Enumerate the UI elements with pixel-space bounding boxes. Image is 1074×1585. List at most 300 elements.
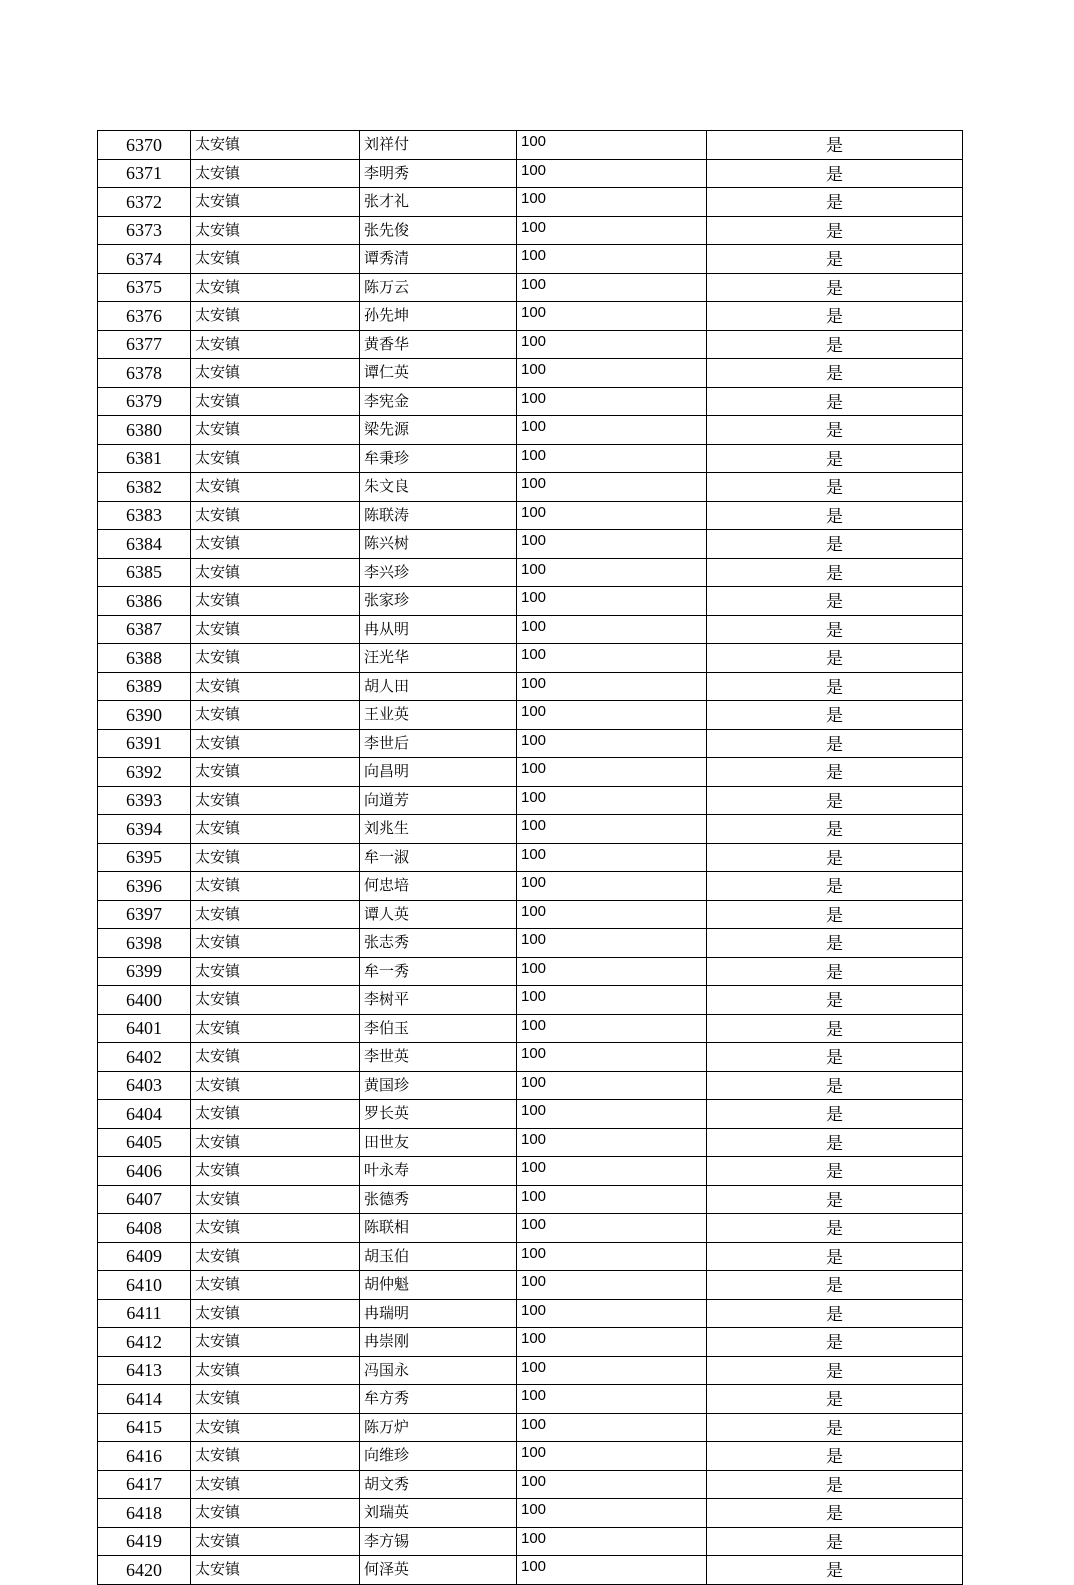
amount-cell: 100 bbox=[517, 359, 707, 388]
person-name-cell: 胡仲魁 bbox=[360, 1271, 517, 1300]
table-row bbox=[98, 216, 963, 245]
person-name-cell: 冉崇刚 bbox=[360, 1328, 517, 1357]
amount-cell: 100 bbox=[517, 387, 707, 416]
town-cell: 太安镇 bbox=[191, 986, 360, 1015]
amount-cell: 100 bbox=[517, 1328, 707, 1357]
row-number-cell: 6407 bbox=[98, 1185, 191, 1214]
status-cell: 是 bbox=[707, 1556, 963, 1585]
person-name-cell: 张才礼 bbox=[360, 188, 517, 217]
status-cell: 是 bbox=[707, 1185, 963, 1214]
town-cell: 太安镇 bbox=[191, 1014, 360, 1043]
person-name-cell: 张家珍 bbox=[360, 587, 517, 616]
person-name-cell: 李宪金 bbox=[360, 387, 517, 416]
row-number-cell: 6396 bbox=[98, 872, 191, 901]
status-cell: 是 bbox=[707, 302, 963, 331]
row-number-cell: 6383 bbox=[98, 501, 191, 530]
amount-cell: 100 bbox=[517, 1556, 707, 1585]
person-name-cell: 李方锡 bbox=[360, 1527, 517, 1556]
status-cell: 是 bbox=[707, 615, 963, 644]
town-cell: 太安镇 bbox=[191, 900, 360, 929]
amount-cell: 100 bbox=[517, 815, 707, 844]
person-name-cell: 李世英 bbox=[360, 1043, 517, 1072]
table-row bbox=[98, 786, 963, 815]
row-number-cell: 6398 bbox=[98, 929, 191, 958]
row-number-cell: 6387 bbox=[98, 615, 191, 644]
row-number-cell: 6413 bbox=[98, 1356, 191, 1385]
amount-cell: 100 bbox=[517, 786, 707, 815]
status-cell: 是 bbox=[707, 1413, 963, 1442]
amount-cell: 100 bbox=[517, 558, 707, 587]
status-cell: 是 bbox=[707, 1385, 963, 1414]
town-cell: 太安镇 bbox=[191, 957, 360, 986]
row-number-cell: 6378 bbox=[98, 359, 191, 388]
row-number-cell: 6404 bbox=[98, 1100, 191, 1129]
amount-cell: 100 bbox=[517, 615, 707, 644]
table-row bbox=[98, 1527, 963, 1556]
status-cell: 是 bbox=[707, 1242, 963, 1271]
row-number-cell: 6370 bbox=[98, 131, 191, 160]
row-number-cell: 6394 bbox=[98, 815, 191, 844]
row-number-cell: 6379 bbox=[98, 387, 191, 416]
table-row bbox=[98, 1185, 963, 1214]
amount-cell: 100 bbox=[517, 729, 707, 758]
amount-cell: 100 bbox=[517, 587, 707, 616]
amount-cell: 100 bbox=[517, 330, 707, 359]
status-cell: 是 bbox=[707, 131, 963, 160]
person-name-cell: 张先俊 bbox=[360, 216, 517, 245]
row-number-cell: 6415 bbox=[98, 1413, 191, 1442]
status-cell: 是 bbox=[707, 758, 963, 787]
status-cell: 是 bbox=[707, 815, 963, 844]
row-number-cell: 6390 bbox=[98, 701, 191, 730]
amount-cell: 100 bbox=[517, 501, 707, 530]
table-row bbox=[98, 1470, 963, 1499]
amount-cell: 100 bbox=[517, 188, 707, 217]
table-row bbox=[98, 1271, 963, 1300]
amount-cell: 100 bbox=[517, 1100, 707, 1129]
row-number-cell: 6405 bbox=[98, 1128, 191, 1157]
row-number-cell: 6408 bbox=[98, 1214, 191, 1243]
table-row bbox=[98, 587, 963, 616]
person-name-cell: 张德秀 bbox=[360, 1185, 517, 1214]
person-name-cell: 向昌明 bbox=[360, 758, 517, 787]
status-cell: 是 bbox=[707, 929, 963, 958]
row-number-cell: 6392 bbox=[98, 758, 191, 787]
row-number-cell: 6382 bbox=[98, 473, 191, 502]
table-row bbox=[98, 1499, 963, 1528]
table-row bbox=[98, 501, 963, 530]
row-number-cell: 6385 bbox=[98, 558, 191, 587]
status-cell: 是 bbox=[707, 986, 963, 1015]
person-name-cell: 牟方秀 bbox=[360, 1385, 517, 1414]
town-cell: 太安镇 bbox=[191, 872, 360, 901]
person-name-cell: 汪光华 bbox=[360, 644, 517, 673]
person-name-cell: 刘瑞英 bbox=[360, 1499, 517, 1528]
person-name-cell: 李伯玉 bbox=[360, 1014, 517, 1043]
table-row bbox=[98, 1043, 963, 1072]
town-cell: 太安镇 bbox=[191, 587, 360, 616]
town-cell: 太安镇 bbox=[191, 131, 360, 160]
table-row bbox=[98, 416, 963, 445]
status-cell: 是 bbox=[707, 1328, 963, 1357]
table-row bbox=[98, 188, 963, 217]
table-row bbox=[98, 758, 963, 787]
amount-cell: 100 bbox=[517, 302, 707, 331]
status-cell: 是 bbox=[707, 1271, 963, 1300]
amount-cell: 100 bbox=[517, 444, 707, 473]
amount-cell: 100 bbox=[517, 1157, 707, 1186]
row-number-cell: 6371 bbox=[98, 159, 191, 188]
town-cell: 太安镇 bbox=[191, 843, 360, 872]
status-cell: 是 bbox=[707, 1157, 963, 1186]
status-cell: 是 bbox=[707, 1014, 963, 1043]
table-row bbox=[98, 245, 963, 274]
table-row bbox=[98, 444, 963, 473]
status-cell: 是 bbox=[707, 587, 963, 616]
row-number-cell: 6391 bbox=[98, 729, 191, 758]
amount-cell: 100 bbox=[517, 900, 707, 929]
row-number-cell: 6397 bbox=[98, 900, 191, 929]
row-number-cell: 6388 bbox=[98, 644, 191, 673]
row-number-cell: 6409 bbox=[98, 1242, 191, 1271]
table-row bbox=[98, 1328, 963, 1357]
town-cell: 太安镇 bbox=[191, 1071, 360, 1100]
table-row bbox=[98, 159, 963, 188]
row-number-cell: 6389 bbox=[98, 672, 191, 701]
amount-cell: 100 bbox=[517, 159, 707, 188]
amount-cell: 100 bbox=[517, 1299, 707, 1328]
row-number-cell: 6393 bbox=[98, 786, 191, 815]
table-row bbox=[98, 644, 963, 673]
amount-cell: 100 bbox=[517, 1356, 707, 1385]
table-row bbox=[98, 900, 963, 929]
person-name-cell: 王业英 bbox=[360, 701, 517, 730]
person-name-cell: 牟一淑 bbox=[360, 843, 517, 872]
table-row bbox=[98, 131, 963, 160]
town-cell: 太安镇 bbox=[191, 245, 360, 274]
person-name-cell: 李明秀 bbox=[360, 159, 517, 188]
row-number-cell: 6400 bbox=[98, 986, 191, 1015]
town-cell: 太安镇 bbox=[191, 188, 360, 217]
table-row bbox=[98, 473, 963, 502]
status-cell: 是 bbox=[707, 416, 963, 445]
table-row bbox=[98, 729, 963, 758]
person-name-cell: 陈联涛 bbox=[360, 501, 517, 530]
status-cell: 是 bbox=[707, 1356, 963, 1385]
amount-cell: 100 bbox=[517, 1014, 707, 1043]
table-row bbox=[98, 815, 963, 844]
status-cell: 是 bbox=[707, 729, 963, 758]
amount-cell: 100 bbox=[517, 1214, 707, 1243]
status-cell: 是 bbox=[707, 1100, 963, 1129]
amount-cell: 100 bbox=[517, 1128, 707, 1157]
person-name-cell: 陈万炉 bbox=[360, 1413, 517, 1442]
amount-cell: 100 bbox=[517, 530, 707, 559]
status-cell: 是 bbox=[707, 1214, 963, 1243]
amount-cell: 100 bbox=[517, 672, 707, 701]
row-number-cell: 6414 bbox=[98, 1385, 191, 1414]
person-name-cell: 陈联相 bbox=[360, 1214, 517, 1243]
amount-cell: 100 bbox=[517, 1442, 707, 1471]
person-name-cell: 黄国珍 bbox=[360, 1071, 517, 1100]
town-cell: 太安镇 bbox=[191, 644, 360, 673]
town-cell: 太安镇 bbox=[191, 359, 360, 388]
row-number-cell: 6384 bbox=[98, 530, 191, 559]
town-cell: 太安镇 bbox=[191, 1128, 360, 1157]
person-name-cell: 田世友 bbox=[360, 1128, 517, 1157]
status-cell: 是 bbox=[707, 1299, 963, 1328]
town-cell: 太安镇 bbox=[191, 1185, 360, 1214]
town-cell: 太安镇 bbox=[191, 1328, 360, 1357]
person-name-cell: 谭人英 bbox=[360, 900, 517, 929]
status-cell: 是 bbox=[707, 387, 963, 416]
person-name-cell: 陈万云 bbox=[360, 273, 517, 302]
person-name-cell: 罗长英 bbox=[360, 1100, 517, 1129]
amount-cell: 100 bbox=[517, 1071, 707, 1100]
person-name-cell: 冉从明 bbox=[360, 615, 517, 644]
person-name-cell: 李树平 bbox=[360, 986, 517, 1015]
amount-cell: 100 bbox=[517, 1185, 707, 1214]
town-cell: 太安镇 bbox=[191, 1157, 360, 1186]
row-number-cell: 6376 bbox=[98, 302, 191, 331]
row-number-cell: 6419 bbox=[98, 1527, 191, 1556]
town-cell: 太安镇 bbox=[191, 330, 360, 359]
amount-cell: 100 bbox=[517, 843, 707, 872]
table-row bbox=[98, 1356, 963, 1385]
person-name-cell: 冯国永 bbox=[360, 1356, 517, 1385]
amount-cell: 100 bbox=[517, 758, 707, 787]
town-cell: 太安镇 bbox=[191, 1299, 360, 1328]
status-cell: 是 bbox=[707, 530, 963, 559]
table-row bbox=[98, 1242, 963, 1271]
status-cell: 是 bbox=[707, 330, 963, 359]
person-name-cell: 张志秀 bbox=[360, 929, 517, 958]
person-name-cell: 谭仁英 bbox=[360, 359, 517, 388]
status-cell: 是 bbox=[707, 444, 963, 473]
table-row bbox=[98, 872, 963, 901]
table-row bbox=[98, 843, 963, 872]
status-cell: 是 bbox=[707, 501, 963, 530]
town-cell: 太安镇 bbox=[191, 1271, 360, 1300]
person-name-cell: 谭秀清 bbox=[360, 245, 517, 274]
table-row bbox=[98, 1128, 963, 1157]
status-cell: 是 bbox=[707, 644, 963, 673]
table-row bbox=[98, 986, 963, 1015]
table-body bbox=[98, 131, 963, 1585]
status-cell: 是 bbox=[707, 786, 963, 815]
amount-cell: 100 bbox=[517, 957, 707, 986]
table-row bbox=[98, 1413, 963, 1442]
amount-cell: 100 bbox=[517, 245, 707, 274]
table-row bbox=[98, 302, 963, 331]
amount-cell: 100 bbox=[517, 1499, 707, 1528]
table-row bbox=[98, 558, 963, 587]
town-cell: 太安镇 bbox=[191, 701, 360, 730]
amount-cell: 100 bbox=[517, 216, 707, 245]
row-number-cell: 6411 bbox=[98, 1299, 191, 1328]
town-cell: 太安镇 bbox=[191, 501, 360, 530]
town-cell: 太安镇 bbox=[191, 786, 360, 815]
row-number-cell: 6412 bbox=[98, 1328, 191, 1357]
table-row bbox=[98, 273, 963, 302]
person-name-cell: 梁先源 bbox=[360, 416, 517, 445]
table-row bbox=[98, 929, 963, 958]
person-name-cell: 冉瑞明 bbox=[360, 1299, 517, 1328]
amount-cell: 100 bbox=[517, 1527, 707, 1556]
person-name-cell: 刘兆生 bbox=[360, 815, 517, 844]
status-cell: 是 bbox=[707, 1043, 963, 1072]
town-cell: 太安镇 bbox=[191, 473, 360, 502]
table-row bbox=[98, 387, 963, 416]
person-name-cell: 胡文秀 bbox=[360, 1470, 517, 1499]
town-cell: 太安镇 bbox=[191, 1356, 360, 1385]
status-cell: 是 bbox=[707, 558, 963, 587]
row-number-cell: 6402 bbox=[98, 1043, 191, 1072]
table-row bbox=[98, 1014, 963, 1043]
table-row bbox=[98, 1442, 963, 1471]
person-name-cell: 牟一秀 bbox=[360, 957, 517, 986]
status-cell: 是 bbox=[707, 216, 963, 245]
row-number-cell: 6401 bbox=[98, 1014, 191, 1043]
person-name-cell: 朱文良 bbox=[360, 473, 517, 502]
person-name-cell: 向道芳 bbox=[360, 786, 517, 815]
town-cell: 太安镇 bbox=[191, 1100, 360, 1129]
town-cell: 太安镇 bbox=[191, 1214, 360, 1243]
town-cell: 太安镇 bbox=[191, 216, 360, 245]
amount-cell: 100 bbox=[517, 1470, 707, 1499]
status-cell: 是 bbox=[707, 1499, 963, 1528]
amount-cell: 100 bbox=[517, 416, 707, 445]
person-name-cell: 刘祥付 bbox=[360, 131, 517, 160]
status-cell: 是 bbox=[707, 273, 963, 302]
person-name-cell: 孙先坤 bbox=[360, 302, 517, 331]
data-table bbox=[97, 130, 963, 1585]
table-row bbox=[98, 1299, 963, 1328]
row-number-cell: 6381 bbox=[98, 444, 191, 473]
town-cell: 太安镇 bbox=[191, 815, 360, 844]
status-cell: 是 bbox=[707, 701, 963, 730]
town-cell: 太安镇 bbox=[191, 558, 360, 587]
row-number-cell: 6410 bbox=[98, 1271, 191, 1300]
table-row bbox=[98, 615, 963, 644]
town-cell: 太安镇 bbox=[191, 273, 360, 302]
amount-cell: 100 bbox=[517, 872, 707, 901]
person-name-cell: 胡玉伯 bbox=[360, 1242, 517, 1271]
person-name-cell: 李兴珍 bbox=[360, 558, 517, 587]
amount-cell: 100 bbox=[517, 273, 707, 302]
table-row bbox=[98, 1157, 963, 1186]
row-number-cell: 6375 bbox=[98, 273, 191, 302]
table-row bbox=[98, 1071, 963, 1100]
table-row bbox=[98, 330, 963, 359]
amount-cell: 100 bbox=[517, 473, 707, 502]
town-cell: 太安镇 bbox=[191, 387, 360, 416]
town-cell: 太安镇 bbox=[191, 1385, 360, 1414]
amount-cell: 100 bbox=[517, 1043, 707, 1072]
person-name-cell: 牟秉珍 bbox=[360, 444, 517, 473]
town-cell: 太安镇 bbox=[191, 672, 360, 701]
row-number-cell: 6420 bbox=[98, 1556, 191, 1585]
person-name-cell: 陈兴树 bbox=[360, 530, 517, 559]
town-cell: 太安镇 bbox=[191, 1556, 360, 1585]
town-cell: 太安镇 bbox=[191, 1470, 360, 1499]
person-name-cell: 向维珍 bbox=[360, 1442, 517, 1471]
amount-cell: 100 bbox=[517, 1413, 707, 1442]
town-cell: 太安镇 bbox=[191, 1442, 360, 1471]
amount-cell: 100 bbox=[517, 1271, 707, 1300]
status-cell: 是 bbox=[707, 359, 963, 388]
town-cell: 太安镇 bbox=[191, 615, 360, 644]
row-number-cell: 6373 bbox=[98, 216, 191, 245]
status-cell: 是 bbox=[707, 1071, 963, 1100]
town-cell: 太安镇 bbox=[191, 929, 360, 958]
row-number-cell: 6399 bbox=[98, 957, 191, 986]
person-name-cell: 何忠培 bbox=[360, 872, 517, 901]
amount-cell: 100 bbox=[517, 929, 707, 958]
amount-cell: 100 bbox=[517, 1242, 707, 1271]
amount-cell: 100 bbox=[517, 986, 707, 1015]
town-cell: 太安镇 bbox=[191, 444, 360, 473]
amount-cell: 100 bbox=[517, 1385, 707, 1414]
status-cell: 是 bbox=[707, 188, 963, 217]
table-row bbox=[98, 957, 963, 986]
row-number-cell: 6377 bbox=[98, 330, 191, 359]
status-cell: 是 bbox=[707, 843, 963, 872]
amount-cell: 100 bbox=[517, 644, 707, 673]
table-row bbox=[98, 359, 963, 388]
table-row bbox=[98, 1556, 963, 1585]
status-cell: 是 bbox=[707, 672, 963, 701]
table-row bbox=[98, 701, 963, 730]
status-cell: 是 bbox=[707, 900, 963, 929]
town-cell: 太安镇 bbox=[191, 159, 360, 188]
town-cell: 太安镇 bbox=[191, 416, 360, 445]
town-cell: 太安镇 bbox=[191, 302, 360, 331]
table-row bbox=[98, 1214, 963, 1243]
row-number-cell: 6372 bbox=[98, 188, 191, 217]
status-cell: 是 bbox=[707, 1442, 963, 1471]
row-number-cell: 6374 bbox=[98, 245, 191, 274]
amount-cell: 100 bbox=[517, 701, 707, 730]
town-cell: 太安镇 bbox=[191, 758, 360, 787]
town-cell: 太安镇 bbox=[191, 1499, 360, 1528]
row-number-cell: 6380 bbox=[98, 416, 191, 445]
town-cell: 太安镇 bbox=[191, 1043, 360, 1072]
person-name-cell: 胡人田 bbox=[360, 672, 517, 701]
person-name-cell: 何泽英 bbox=[360, 1556, 517, 1585]
person-name-cell: 李世后 bbox=[360, 729, 517, 758]
row-number-cell: 6395 bbox=[98, 843, 191, 872]
status-cell: 是 bbox=[707, 872, 963, 901]
person-name-cell: 黄香华 bbox=[360, 330, 517, 359]
status-cell: 是 bbox=[707, 245, 963, 274]
status-cell: 是 bbox=[707, 1470, 963, 1499]
row-number-cell: 6418 bbox=[98, 1499, 191, 1528]
person-name-cell: 叶永寿 bbox=[360, 1157, 517, 1186]
amount-cell: 100 bbox=[517, 131, 707, 160]
status-cell: 是 bbox=[707, 1527, 963, 1556]
table-row bbox=[98, 1385, 963, 1414]
town-cell: 太安镇 bbox=[191, 729, 360, 758]
row-number-cell: 6403 bbox=[98, 1071, 191, 1100]
table-row bbox=[98, 672, 963, 701]
status-cell: 是 bbox=[707, 473, 963, 502]
town-cell: 太安镇 bbox=[191, 1242, 360, 1271]
row-number-cell: 6386 bbox=[98, 587, 191, 616]
table-row bbox=[98, 530, 963, 559]
town-cell: 太安镇 bbox=[191, 1413, 360, 1442]
status-cell: 是 bbox=[707, 957, 963, 986]
